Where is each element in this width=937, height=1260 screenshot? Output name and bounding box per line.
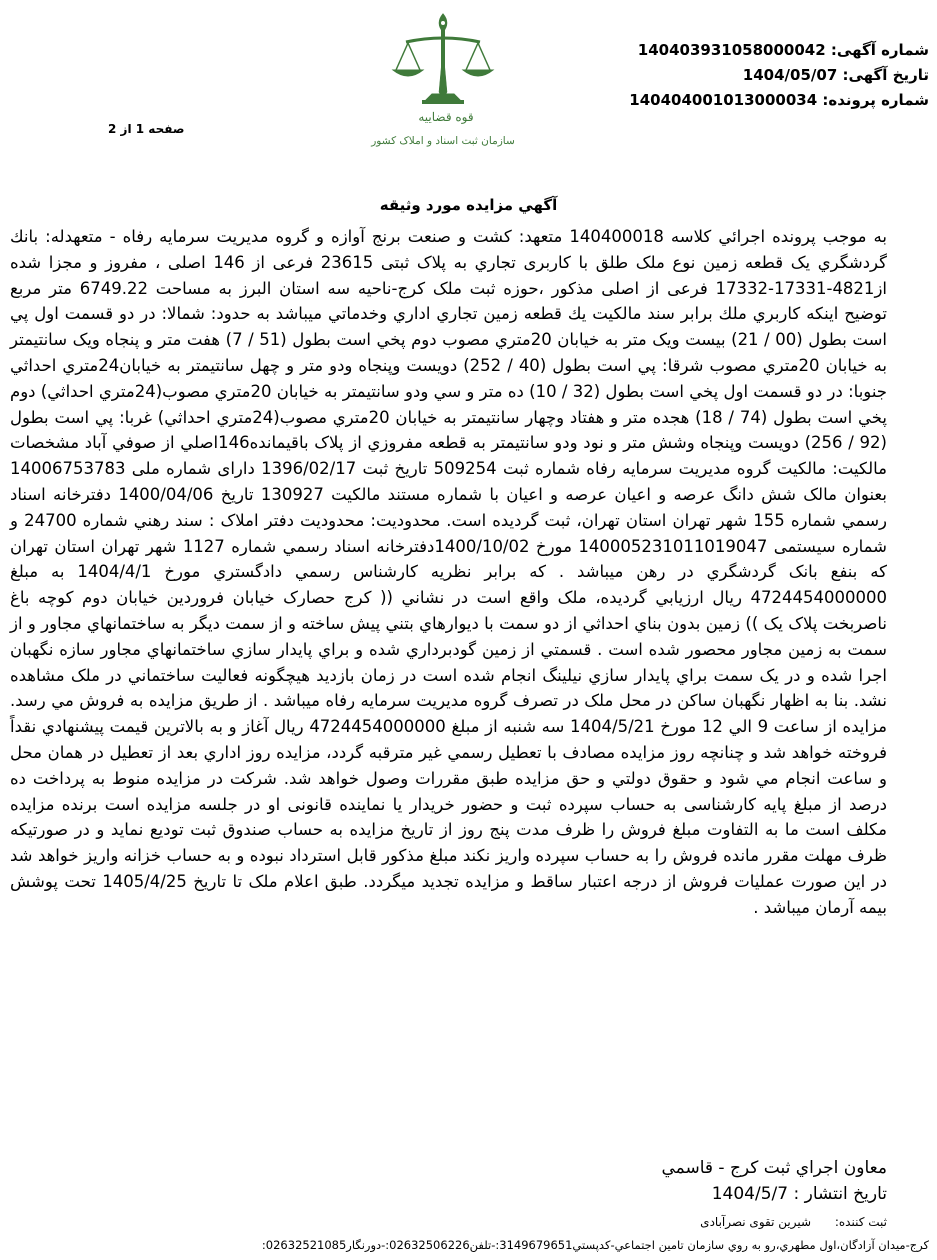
registrar-name: شیرین تقوی نصرآبادی	[700, 1215, 812, 1229]
scales-of-justice-icon	[368, 8, 518, 158]
page-indicator: صفحه 1 از 2	[108, 122, 185, 136]
ad-date-label: تاریخ آگهی:	[842, 66, 929, 84]
ad-number: 140403931058000042	[637, 41, 826, 59]
emblem-line2: سازمان ثبت اسناد و املاک کشور	[371, 135, 515, 147]
judiciary-emblem	[368, 8, 518, 158]
file-number-row	[589, 88, 929, 113]
file-number-label: شماره پرونده:	[822, 91, 929, 109]
signature-block	[661, 1155, 887, 1207]
auction-notice-body: به موجب پرونده اجرائي كلاسه 140400018 متعهد: کشت و صنعت برنج آوازه و گروه مديريت سرمايه رفاه - متعهدله: بانك گردشگري يک قطعه زمین نوع ملک طلق با کاربری تجاري به پلاک ثبتی 23615 فرعی از 146 اصلی ، مفروز و مجزا شده از4821-17331-17332 فرعی از اصلی مذکور ،حوزه ثبت ملک کرج-ناحيه سه استان البرز به مساحت 6749.22 متر مربع توضيح اينكه كاربري ملك برابر سند مالكيت يك قطعه زمين تجاري اداري وخدماتي ميباشد به حدود: شمالا: در دو قسمت اول پي است بطول (00 / 21) بيست ويک متر به خيابان 20متري مصوب دوم پخي است بطول (51 / 7) هفت متر و پنجاه ويک سانتيمتر به خيابان 20متري مصوب شرقا: پي است بطول (40 / 252) دويست وپنجاه ودو متر و چهل سانتيمتر به خيابان24متري احداثي جنوبا: در دو قسمت اول پخي است بطول (32 / 10) ده متر و سي ودو سانتيمتر به خيابان 20متري مصوب(24متري احداثي) دوم پخي است بطول (74 / 18) هجده متر و هفتاد وچهار سانتيمتر به خيابان 20متري مصوب(24متري احداثي) غربا: پي است بطول (92 / 256) دويست وپنجاه وشش متر و نود ودو سانتيمتر به قطعه مفروزي از پلاک باقيمانده146اصلي از صوفي آباد مشخصات مالکيت: مالکيت گروه مديريت سرمايه رفاه شماره ثبت 509254 تاريخ ثبت 1396/02/17 دارای شماره ملی 14006753783 بعنوان مالک شش دانگ عرصه و اعيان عرصه و اعيان با شماره مستند مالکيت 130927 تاريخ 1400/04/06 دفترخانه اسناد رسمي شماره 155 شهر تهران استان تهران، ثبت گرديده است. محدوديت: محدوديت دفتر املاک : سند رهني شماره 24700 و شماره سيستمی 140005231011019047 مورخ 1400/10/02دفترخانه اسناد رسمي شماره 1127 شهر تهران استان تهران که بنفع بانک گردشگري در رهن ميباشد . كه برابر نظريه كارشناس رسمي دادگستري مورخ 1404/4/1 به مبلغ 4724454000000 ريال ارزيابي گرديده، ملک واقع است در نشاني (( کرج حصارک خيابان فروردين خيابان دوم کوچه باغ ناصربخت پلاک يک )) زمين بدون بناي احداثي از دو سمت با ديوارهاي بتني پيش ساخته و از سمت ديگر به ساختمانهاي مجاور و از سمت به زمين مجاور محصور شده است . قسمتي از زمين گودبرداري شده و براي پايدار سازي ساختمانهاي مجاور سازه نگهبان اجرا شده و در يک سمت براي پايدار سازي نيلينگ انجام شده است در زمان بازديد هيچگونه فعاليت ساختماني در ملک مشاهده نشد. بنا به اظهار نگهبان ساکن در محل ملک در تصرف گروه مديريت سرمايه رفاه ميباشد . از طريق مزايده به فروش مي رسد. مزايده از ساعت 9 الي 12 مورخ 1404/5/21 سه شنبه از مبلغ 4724454000000 ريال آغاز و به بالاترين قيمت پيشنهادي نقداً فروخته خواهد شد و چنانچه روز مزايده مصادف با تعطيل رسمي غير مترقبه گردد، مزايده روز اداري بعد از تعطيل در همان محل و ساعت انجام مي شود و حقوق دولتي و حق مزايده طبق مقررات وصول خواهد شد. شرکت در مزایده منوط به پرداخت ده درصد از مبلغ پایه کارشناسی به حساب سپرده ثبت و حضور خریدار یا نماینده قانونی او در جلسه مزایده است برنده مزایده مکلف است ما به التفاوت مبلغ فروش را ظرف مدت پنج روز از تاریخ مزایده به حساب صندوق ثبت توديع نمايد و در صورتیکه ظرف مهلت مقرر مانده فروش را به حساب سپرده واریز نکند مبلغ مذکور قابل استرداد نبوده و به حساب خزانه واریز خواهد شد در این صورت عملیات فروش از درجه اعتبار ساقط و مزایده تجدید میگردد. طبق اعلام ملک تا تاریخ 1405/4/25 تحت پوشش بیمه آرمان میباشد .	[10, 227, 888, 917]
document-title: آگهي مزايده مورد وثيقه	[379, 196, 558, 214]
ad-date-row	[589, 63, 929, 88]
ad-number-label: شماره آگهی:	[830, 41, 929, 59]
ad-number-row	[589, 38, 929, 63]
registrar-label: ثبت كننده:	[834, 1215, 887, 1229]
publication-date: تاريخ انتشار : 1404/5/7	[711, 1184, 887, 1204]
file-number: 140404001013000034	[629, 91, 818, 109]
emblem-line1: قوه قضاییه	[418, 110, 474, 124]
office-address-footer: كرج-ميدان آزادگان،اول مطهري،رو به روي سازمان تامين اجتماعي-كدپستي3149679651:-تلفن02632506226:-دورنگار02632521085:	[261, 1238, 929, 1252]
signatory: معاون اجراي ثبت كرج - قاسمي	[661, 1158, 887, 1178]
ad-date: 1404/05/07	[742, 66, 838, 84]
ad-meta	[589, 38, 929, 113]
registrar	[700, 1215, 887, 1229]
